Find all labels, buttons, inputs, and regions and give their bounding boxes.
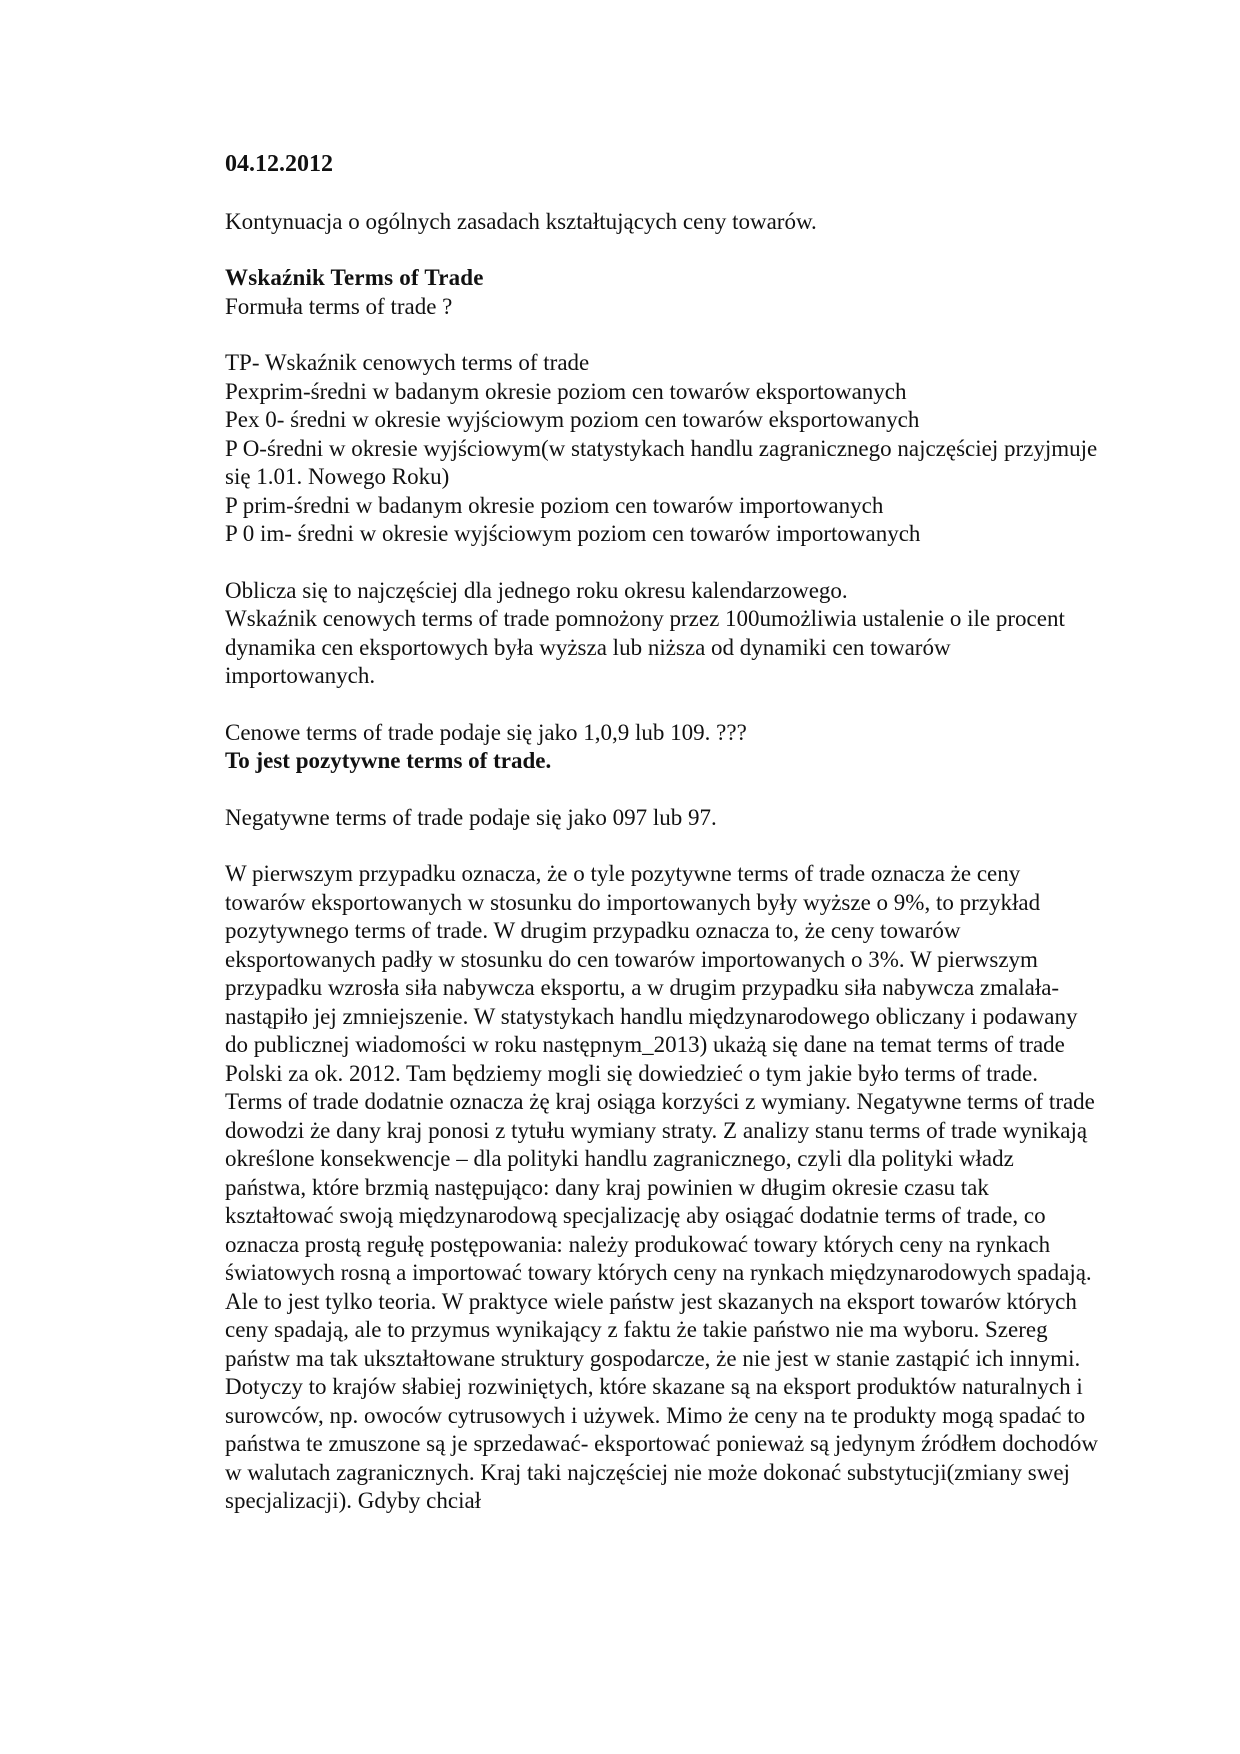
formula-line: Formuła terms of trade ? [225,293,453,319]
definition-list [225,349,1100,549]
definition-item: Pexprim-średni w badanym okresie poziom cen towarów eksportowanych [225,378,907,404]
document-body [225,150,1100,1516]
definition-item: P prim-średni w badanym okresie poziom cen towarów importowanych [225,492,884,518]
calculation-line-1: Oblicza się to najczęściej dla jednego roku okresu kalendarzowego. [225,577,848,603]
positive-terms-note: To jest pozytywne terms of trade. [225,748,552,773]
calculation-block [225,577,1100,691]
intro-text: Kontynuacja o ogólnych zasadach kształtujących ceny towarów. [225,208,817,234]
positive-terms-block [225,719,1100,776]
definition-item: TP- Wskaźnik cenowych terms of trade [225,350,590,375]
document-date: 04.12.2012 [225,151,333,177]
calculation-line-2: Wskaźnik cenowych terms of trade pomnożony przez 100umożliwia ustalenie o ile procent dynamika cen eksportowych była wyższa lub niższa od dynamiki cen towarów importowanych. [225,606,1065,688]
negative-terms-line: Negatywne terms of trade podaje się jako 097 lub 97. [225,804,717,830]
positive-terms-line: Cenowe terms of trade podaje się jako 1,0,9 lub 109. ??? [225,719,747,745]
definition-item: P 0 im- średni w okresie wyjściowym poziom cen towarów importowanych [225,521,921,546]
definition-item: Pex 0- średni w okresie wyjściowym poziom cen towarów eksportowanych [225,407,920,432]
definition-item: P O-średni w okresie wyjściowym(w statystykach handlu zagranicznego najczęściej przyjmuje się 1.01. Nowego Roku) [225,435,1098,489]
main-paragraph: W pierwszym przypadku oznacza, że o tyle pozytywne terms of trade oznacza że ceny towarów eksportowanych w stosunku do importowanych były wyższe o 9%, to przykład pozytywnego terms of trade. W drugim przypadku oznacza to, że ceny towarów eksportowanych padły w stosunku do cen towarów importowanych o 3%. W pierwszym przypadku wzrosła siła nabywcza eksportu, a w drugim przypadku siła nabywcza zmalała- nastąpiło jej zmniejszenie. W statystykach handlu międzynarodowego obliczany i podawany do publicznej wiadomości w roku następnym_2013) ukażą się dane na temat terms of trade Polski za ok. 2012. Tam będziemy mogli się dowiedzieć o tym jakie było terms of trade. Terms of trade dodatnie oznacza żę kraj osiąga korzyści z wymiany. Negatywne terms of trade dowodzi że dany kraj ponosi z tytułu wymiany straty. Z analizy stanu terms of trade wynikają określone konsekwencje – dla polityki handlu zagranicznego, czyli dla polityki władz państwa, które brzmią następująco: dany kraj powinien w długim okresie czasu tak kształtować swoją międzynarodową specjalizację aby osiągać dodatnie terms of trade, co oznacza prostą regułę postępowania: należy produkować towary których ceny na rynkach światowych rosną a importować towary których ceny na rynkach międzynarodowych spadają. Ale to jest tylko teoria. W praktyce wiele państw jest skazanych na eksport towarów których ceny spadają, ale to przymus wynikający z faktu że takie państwo nie ma wyboru. Szereg państw ma tak ukształtowane struktury gospodarcze, że nie jest w stanie zastąpić ich innymi. Dotyczy to krajów słabiej rozwiniętych, które skazane są na eksport produktów naturalnych i surowców, np. owoców cytrusowych i używek. Mimo że ceny na te produkty mogą spadać to państwa te zmuszone są je sprzedawać- eksportować ponieważ są jedynym źródłem dochodów w walutach zagranicznych. Kraj taki najczęściej nie może dokonać substytucji(zmiany swej specjalizacji). Gdyby chciał [225,861,1099,1513]
section-heading: Wskaźnik Terms of Trade [225,265,484,290]
